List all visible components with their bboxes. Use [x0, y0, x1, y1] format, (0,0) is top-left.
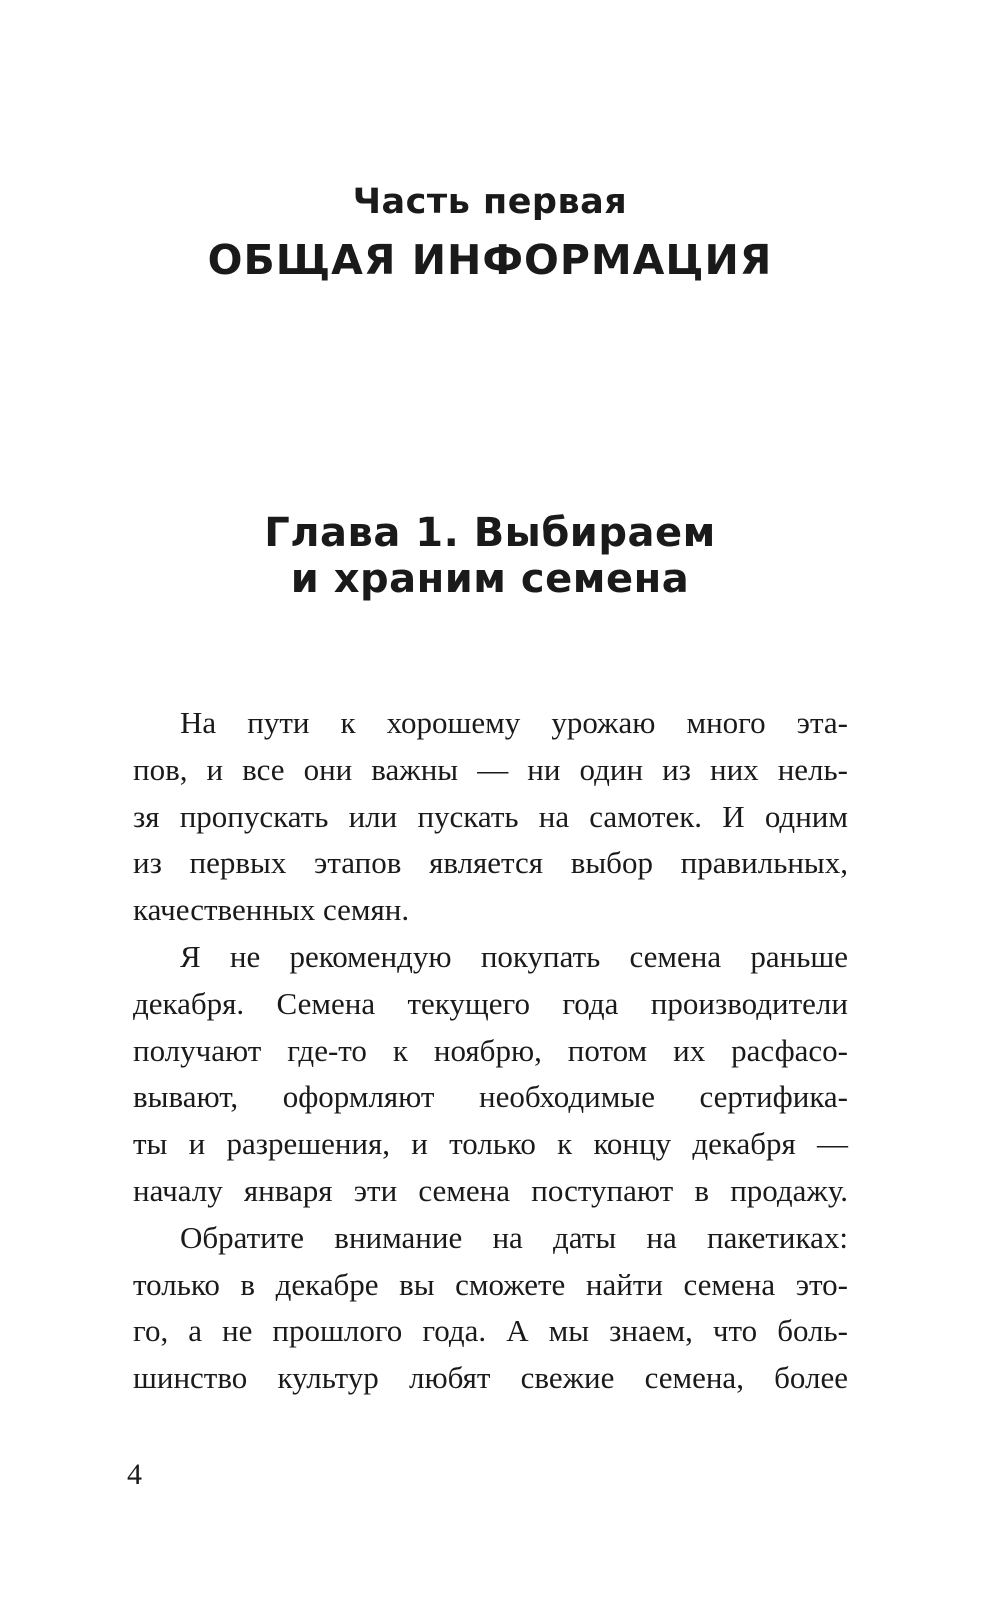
text-line: началу января эти семена поступают в продажу.	[133, 1172, 848, 1208]
text-line: качественных семян.	[133, 892, 410, 928]
text-line: Я не рекомендую покупать семена раньше	[180, 938, 848, 974]
text-line: Обратите внимание на даты на пакетиках:	[180, 1219, 848, 1255]
body-text	[133, 700, 848, 1402]
text-line: декабря. Семена текущего года производители	[133, 985, 848, 1021]
text-line: из первых этапов является выбор правильных,	[133, 845, 848, 881]
text-line: зя пропускать или пускать на самотек. И одним	[133, 798, 848, 834]
text-line: пов, и все они важны — ни один из них нель-	[133, 751, 848, 787]
text-line: получают где-то к ноябрю, потом их расфасо-	[133, 1032, 848, 1068]
page-number: 4	[127, 1458, 142, 1491]
text-line: шинство культур любят свежие семена, более	[133, 1360, 848, 1396]
text-line: ты и разрешения, и только к концу декабря —	[133, 1126, 848, 1162]
chapter-title-line-1: Глава 1. Выбираем	[264, 510, 716, 556]
text-line: вывают, оформляют необходимые сертифика-	[133, 1079, 848, 1115]
text-line: На пути к хорошему урожаю много эта-	[180, 705, 848, 740]
part-label: Часть первая	[352, 182, 628, 222]
chapter-title-line-2: и храним семена	[290, 556, 690, 602]
text-line: только в декабре вы сможете найти семена это-	[133, 1266, 848, 1302]
text-line: го, а не прошлого года. А мы знаем, что боль-	[133, 1313, 848, 1349]
part-title: ОБЩАЯ ИНФОРМАЦИЯ	[207, 236, 773, 284]
